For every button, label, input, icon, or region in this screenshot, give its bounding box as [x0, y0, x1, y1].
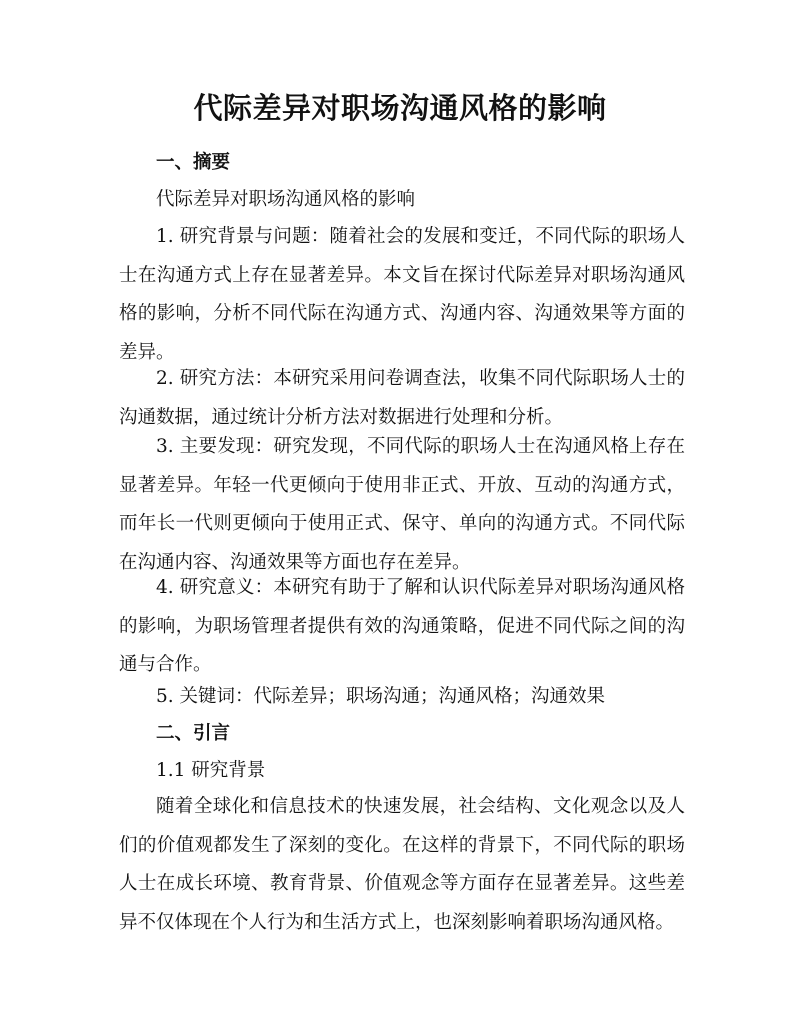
introduction-heading: 二、引言 — [156, 723, 231, 744]
abstract-item-2: 2. 研究方法：本研究采用问卷调查法，收集不同代际职场人士的沟通数据，通过统计分析方法对数据进行处理和分析。 — [119, 368, 685, 428]
abstract-item-4: 4. 研究意义：本研究有助于了解和认识代际差异对职场沟通风格的影响，为职场管理者提供有效的沟通策略，促进不同代际之间的沟通与合作。 — [119, 577, 685, 675]
document-title: 代际差异对职场沟通风格的影响 — [193, 91, 607, 125]
abstract-item-1: 1. 研究背景与问题：随着社会的发展和变迁，不同代际的职场人士在沟通方式上存在显著差异。本文旨在探讨代际差异对职场沟通风格的影响，分析不同代际在沟通方式、沟通内容、沟通效果等方面的差异。 — [119, 226, 685, 363]
abstract-heading: 一、摘要 — [156, 152, 231, 173]
abstract-item-3: 3. 主要发现：研究发现，不同代际的职场人士在沟通风格上存在显著差异。年轻一代更倾向于使用非正式、开放、互动的沟通方式，而年长一代则更倾向于使用正式、保守、单向的沟通方式。不同代际在沟通内容、沟通效果等方面也存在差异。 — [119, 436, 685, 573]
introduction-paragraph: 随着全球化和信息技术的快速发展，社会结构、文化观念以及人们的价值观都发生了深刻的变化。在这样的背景下，不同代际的职场人士在成长环境、教育背景、价值观念等方面存在显著差异。这些差异不仅体现在个人行为和生活方式上，也深刻影响着职场沟通风格。 — [119, 796, 685, 933]
abstract-item-5: 5. 关键词：代际差异；职场沟通；沟通风格；沟通效果 — [156, 686, 606, 707]
introduction-subheading: 1.1 研究背景 — [156, 760, 266, 781]
abstract-subtitle: 代际差异对职场沟通风格的影响 — [156, 189, 416, 210]
